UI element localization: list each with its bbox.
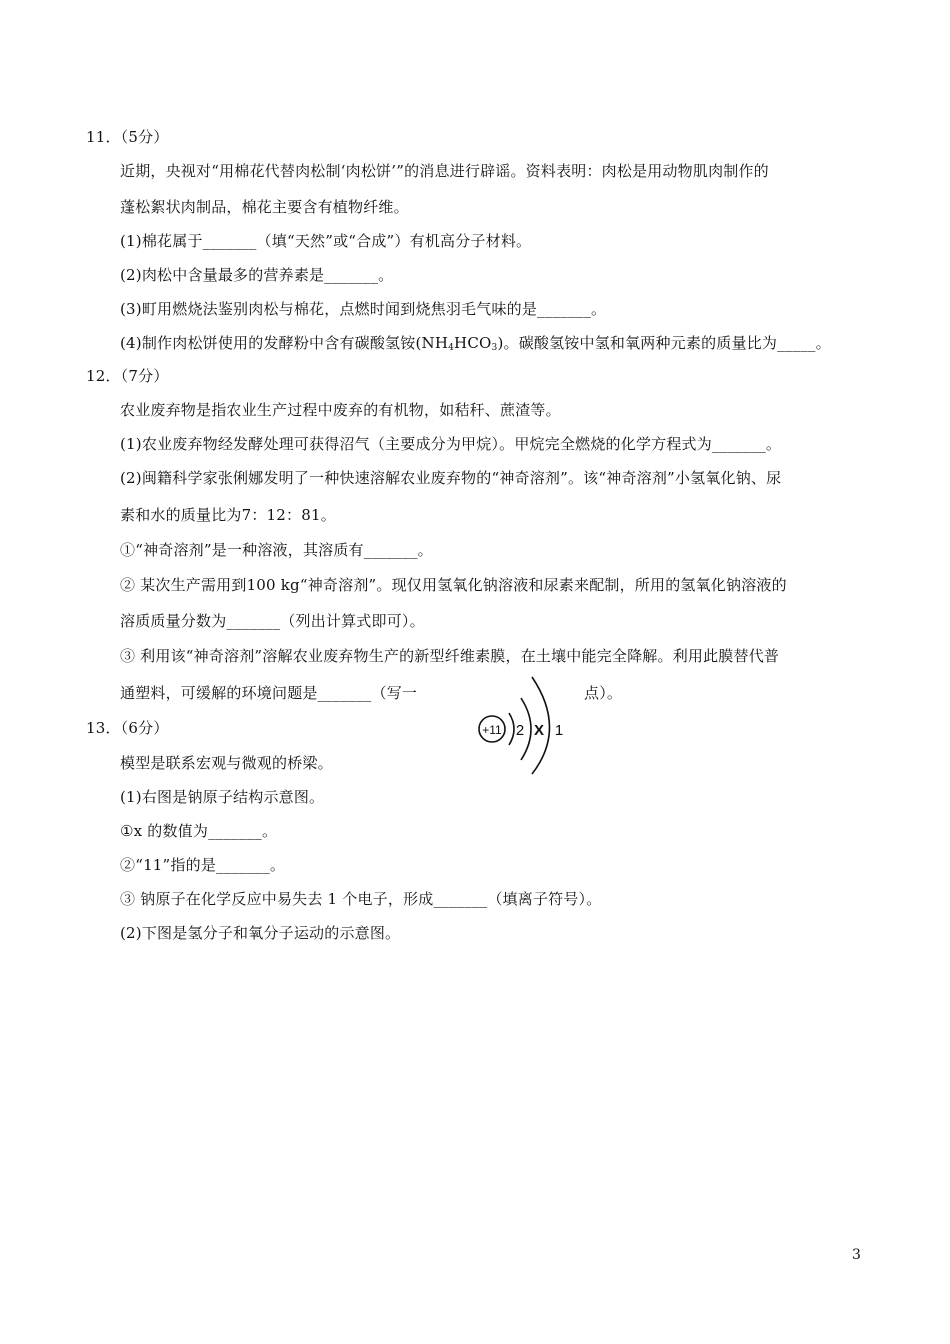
q13-sub1: ①x 的数值为_______。 <box>120 822 278 840</box>
q11-intro-line2: 蓬松絮状肉制品，棉花主要含有植物纤维。 <box>120 198 409 216</box>
q11-intro-line1: 近期，央视对“用棉花代替肉松制‘肉松饼’”的消息进行辟谣。资料表明：肉松是用动物肌肉制作的 <box>120 162 769 180</box>
q13-sub3: ③ 钠原子在化学反应中易失去 1 个电子，形成_______（填离子符号）。 <box>120 890 602 908</box>
q13-item1: (1)右图是钠原子结构示意图。 <box>120 788 325 806</box>
q11-item4-sub2: 3 <box>491 343 498 353</box>
q11-header: 11．（5分） <box>86 128 169 146</box>
shell1-electrons: 2 <box>515 722 525 739</box>
q13-sub2: ②“11”指的是_______。 <box>120 856 286 874</box>
q12-item2-line1: (2)闽籍科学家张俐娜发明了一种快速溶解农业废弃物的“神奇溶剂”。该“神奇溶剂”小氢氧化钠、尿 <box>120 469 782 487</box>
q11-item4-before: (4)制作肉松饼使用的发酵粉中含有碳酸氢铵(NH <box>120 334 449 352</box>
q12-item1: (1)农业废弃物经发酵处理可获得沼气（主要成分为甲烷）。甲烷完全燃烧的化学方程式为_______。 <box>120 435 782 453</box>
electron-shell-1 <box>509 713 514 745</box>
q13-intro: 模型是联系宏观与微观的桥梁。 <box>120 754 333 772</box>
q12-sub3-line2-part1: 通塑料，可缓解的环境问题是_______（写一 <box>120 684 418 702</box>
q12-sub1: ①“神奇溶剂”是一种溶液，其溶质有_______。 <box>120 541 433 559</box>
q11-item4-sub1: 4 <box>448 343 455 353</box>
page-number: 3 <box>852 1247 861 1263</box>
q11-item2: (2)肉松中含量最多的营养素是_______。 <box>120 266 394 284</box>
q12-header: 12．（7分） <box>86 367 169 385</box>
q12-sub2-line2: 溶质质量分数为_______（列出计算式即可）。 <box>120 612 425 630</box>
q12-sub3-line2-part2: 点）。 <box>584 684 623 702</box>
q12-sub2-line1: ② 某次生产需用到100 kg“神奇溶剂”。现仅用氢氧化钠溶液和尿素来配制，所用的氢氧化钠溶液的 <box>120 576 787 594</box>
q11-item3: (3)町用燃烧法鉴别肉松与棉花，点燃时闻到烧焦羽毛气味的是_______。 <box>120 300 607 318</box>
q11-item1: (1)棉花属于_______（填“天然”或“合成”）有机高分子材料。 <box>120 232 532 250</box>
q12-intro: 农业废弃物是指农业生产过程中废弃的有机物，如秸秆、蔗渣等。 <box>120 401 561 419</box>
q11-item4 <box>120 333 831 353</box>
q11-item4-after: )。碳酸氢铵中氢和氧两种元素的质量比为_____。 <box>497 334 831 352</box>
q13-header: 13．（6分） <box>86 719 169 737</box>
q13-item2: (2)下图是氢分子和氧分子运动的示意图。 <box>120 924 401 942</box>
nucleus-label: +11 <box>482 723 502 737</box>
shell3-electrons: 1 <box>554 722 564 739</box>
q12-sub3-line1: ③ 利用该“神奇溶剂”溶解农业废弃物生产的新型纤维素膜，在土壤中能完全降解。利用此膜替代普 <box>120 647 780 665</box>
q12-item2-line2: 素和水的质量比为7：12：81。 <box>120 506 336 524</box>
sodium-atom-diagram <box>475 668 575 776</box>
q11-item4-mid: HCO <box>454 334 492 352</box>
shell2-electrons: X <box>533 722 545 739</box>
